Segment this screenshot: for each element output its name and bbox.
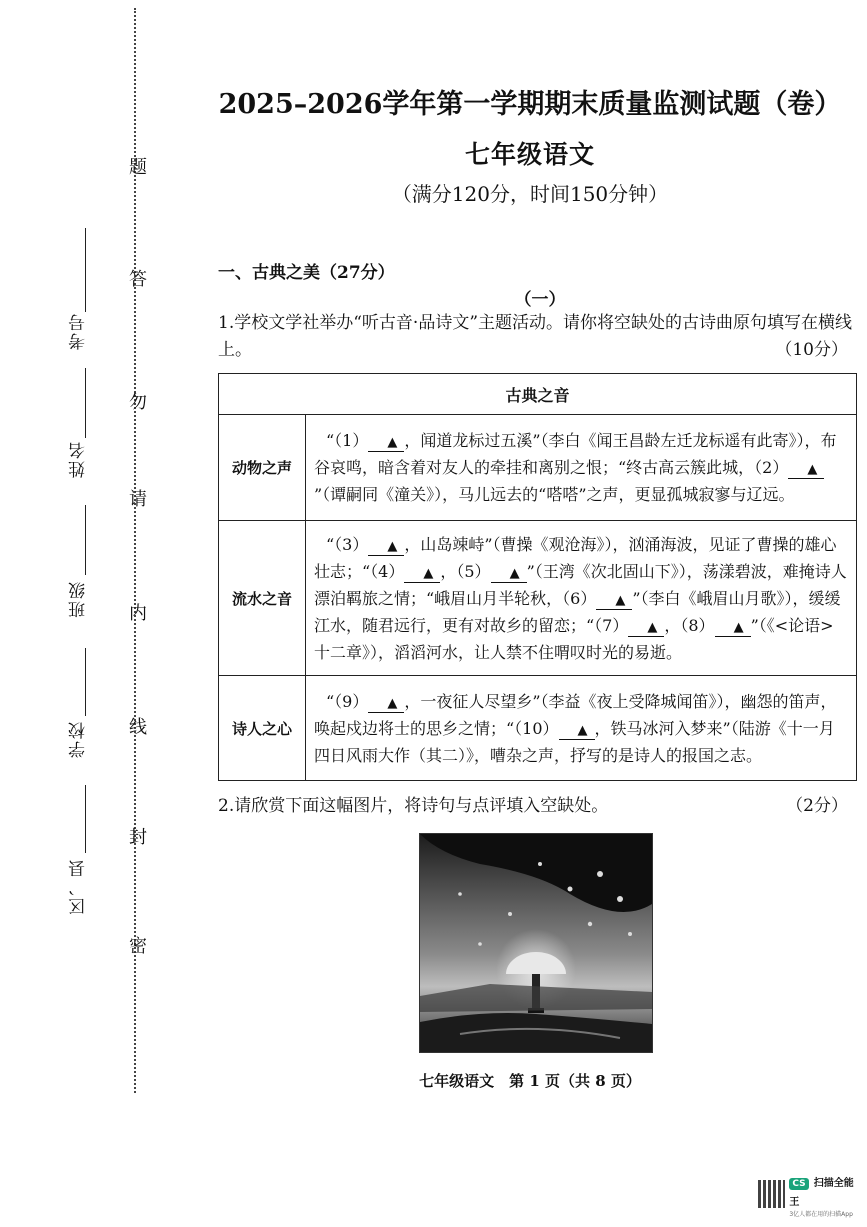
answer-blank-6[interactable]: ▲: [596, 593, 632, 610]
page-footer: 七年级语文 第 1 页（共 8 页）: [419, 1072, 641, 1090]
exam-info: （满分120分，时间150分钟）: [391, 182, 669, 206]
name-label: 姓名: [69, 440, 89, 478]
exam-subject: 七年级语文: [464, 140, 595, 169]
district-write-line[interactable]: [85, 785, 86, 853]
binding-char-nei: 内: [129, 603, 147, 624]
row-text: ”（《<论语>十二章》），滔滔河水，让人禁不住喟叹时光的易逝。: [314, 615, 834, 662]
section-heading: 一、古典之美（27分）: [218, 263, 395, 283]
answer-blank-1[interactable]: ▲: [368, 435, 404, 452]
row-text: ”（王湾《次北固山下》），荡漾碧波，难掩诗人漂泊羁旅之情；“峨眉山月半轮秋，（6）: [314, 561, 847, 608]
name-write-line[interactable]: [85, 368, 86, 438]
scanner-watermark: [758, 1176, 862, 1218]
school-write-line[interactable]: [85, 648, 86, 716]
question-2-text: 2.请欣赏下面这幅图片，将诗句与点评填入空缺处。: [218, 796, 609, 816]
exam-no-label: 考号: [69, 312, 89, 350]
row-text: ，铁马冰河入梦来”（陆游《十一月四日风雨大作（其二）》，嘈杂之声，抒写的是诗人的报国之志。: [314, 718, 835, 765]
binding-char-feng: 封: [129, 827, 147, 848]
scanner-name: 扫描全能王: [789, 1177, 854, 1208]
answer-blank-3[interactable]: ▲: [368, 539, 404, 556]
answer-blank-2[interactable]: ▲: [788, 462, 824, 479]
exam-title: 2025–2026学年第一学期期末质量监测试题（卷）: [218, 89, 842, 120]
row-text: ”（李白《峨眉山月歌》），缓缓江水，随君远行，更有对故乡的留恋；“（7）: [314, 588, 841, 635]
category-water: 流水之音: [219, 521, 306, 676]
question-1-text: 1.学校文学社举办“听古音·品诗文”主题活动。请你将空缺处的古诗曲原句填写在横线上。: [218, 313, 853, 360]
row-text: ，（8）: [664, 615, 715, 635]
category-animal: 动物之声: [219, 415, 306, 521]
question-1: [218, 310, 858, 364]
row-text: “（1）: [326, 431, 369, 450]
row-text: ，一夜征人尽望乡”（李益《夜上受降城闻笛》），幽怨的笛声，唤起戍边将士的思乡之情；“（10）: [314, 691, 837, 738]
answer-blank-10[interactable]: ▲: [559, 723, 595, 740]
district-label: 区、县: [69, 858, 89, 915]
row-text: ，（5）: [440, 561, 491, 581]
lighthouse-painting: [419, 833, 653, 1053]
question-2: [218, 793, 858, 820]
exam-no-write-line[interactable]: [85, 228, 86, 312]
scanner-badge: CS: [789, 1178, 808, 1190]
answer-blank-4[interactable]: ▲: [404, 566, 440, 583]
binding-char-da: 答: [129, 269, 147, 290]
class-write-line[interactable]: [85, 505, 86, 575]
row-text: ，闻道龙标过五溪”（李白《闻王昌龄左迁龙标遥有此寄》），布谷哀鸣，暗含着对友人的牵挂和离别之恨；“终古高云簇此城，（2）: [314, 431, 837, 477]
scanner-brand: [789, 1171, 862, 1218]
binding-char-mi: 密: [129, 936, 147, 957]
row-water-content: [306, 521, 857, 676]
answer-blank-8[interactable]: ▲: [715, 620, 751, 637]
question-1-score: （10分）: [775, 340, 848, 360]
binding-char-wu: 勿: [129, 392, 147, 413]
qr-code-icon: [758, 1180, 785, 1208]
scanner-tagline: 3亿人都在用的扫描App: [789, 1210, 853, 1218]
answer-blank-7[interactable]: ▲: [628, 620, 664, 637]
school-label: 学校: [69, 720, 89, 758]
lighthouse-painting-svg: [420, 834, 652, 1052]
binding-char-xian: 线: [129, 717, 147, 738]
poem-table-header: 古典之音: [219, 374, 857, 415]
category-poet: 诗人之心: [219, 676, 306, 781]
class-label: 班级: [69, 580, 89, 618]
row-text: ，山岛竦峙”（曹操《观沧海》），汹涌海波，见证了曹操的雄心壮志；“（4）: [314, 534, 837, 581]
row-poet-content: [306, 676, 857, 781]
row-text: ”（谭嗣同《潼关》），马儿远去的“嗒嗒”之声，更显孤城寂寥与辽远。: [314, 485, 795, 504]
row-text: “（3）: [326, 534, 369, 554]
binding-char-ti: 题: [129, 157, 147, 178]
answer-blank-9[interactable]: ▲: [368, 696, 404, 713]
row-text: “（9）: [326, 691, 369, 711]
poem-table: [218, 373, 857, 781]
row-animal-content: [306, 415, 857, 521]
binding-char-qing: 请: [129, 489, 147, 510]
question-2-score: （2分）: [786, 796, 848, 816]
answer-blank-5[interactable]: ▲: [491, 566, 527, 583]
part-label: （一）: [514, 290, 566, 310]
